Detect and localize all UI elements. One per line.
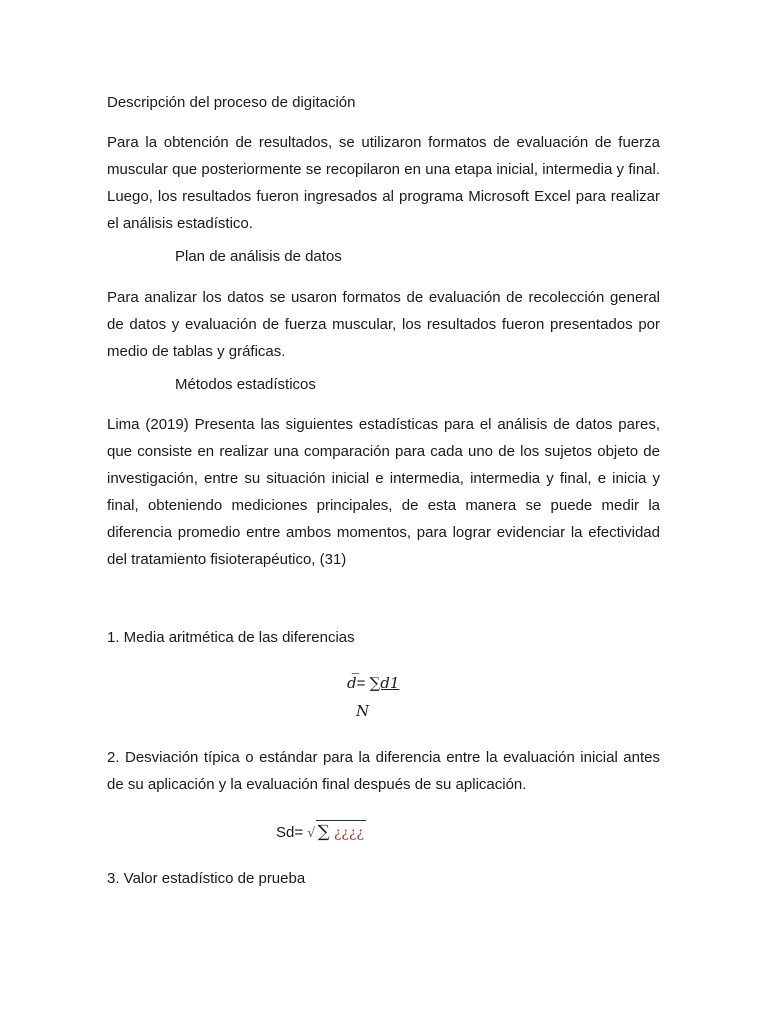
paragraph-metodos: Lima (2019) Presenta las siguientes estadísticas para el análisis de datos pares, que consiste en realizar una comparación para cada uno de los sujetos objeto de investigación, entre su situación inicial e intermedia, intermedia y final, e inicia y final, obteniendo mediciones principales, de esta manera se puede medir la diferencia promedio entre ambos momentos, para lograr evidenciar la efectividad del tratamiento fisioterapéutico, (31) — [107, 416, 660, 568]
list-item-desviacion: 2. Desviación típica o estándar para la diferencia entre la evaluación inicial antes de su aplicación y la evaluación final después de su aplicación. — [107, 749, 660, 793]
list-item-valor-estadistico: 3. Valor estadístico de prueba — [107, 870, 306, 887]
section-heading-metodos: Métodos estadísticos — [175, 376, 316, 393]
section-heading-plan-analisis: Plan de análisis de datos — [175, 248, 342, 265]
paragraph-digitacion: Para la obtención de resultados, se utilizaron formatos de evaluación de fuerza muscular que posteriormente se recopilaron en una etapa inicial, intermedia y final. Luego, los resultados fueron ingresados al programa Microsoft Excel para realizar el análisis estadístico. — [107, 134, 660, 232]
formula-desviacion-estandar — [276, 820, 366, 845]
formula-d-bar: d̅ — [347, 674, 357, 692]
section-heading-digitacion: Descripción del proceso de digitación — [107, 94, 356, 111]
paragraph-plan-analisis: Para analizar los datos se usaron formatos de evaluación de recolección general de datos y evaluación de fuerza muscular, los resultados fueron presentados por medio de tablas y gráficas. — [107, 289, 660, 360]
list-item-media-aritmetica: 1. Media aritmética de las diferencias — [107, 629, 355, 646]
square-root-icon: √ — [307, 826, 316, 841]
formula-media-diferencias — [347, 673, 399, 721]
formula-numerator-line — [347, 673, 399, 694]
formula-radicand — [316, 820, 366, 844]
formula-denominator-n: N — [356, 702, 370, 720]
formula-broken-glyphs: ¿¿¿¿ — [333, 825, 364, 841]
formula-sum-d1: ∑d1 — [369, 674, 400, 692]
formula-sd-label: Sd= — [276, 824, 304, 841]
formula-equals: = — [356, 675, 366, 692]
formula-sigma: ∑ — [317, 822, 330, 842]
document-body — [107, 94, 660, 573]
